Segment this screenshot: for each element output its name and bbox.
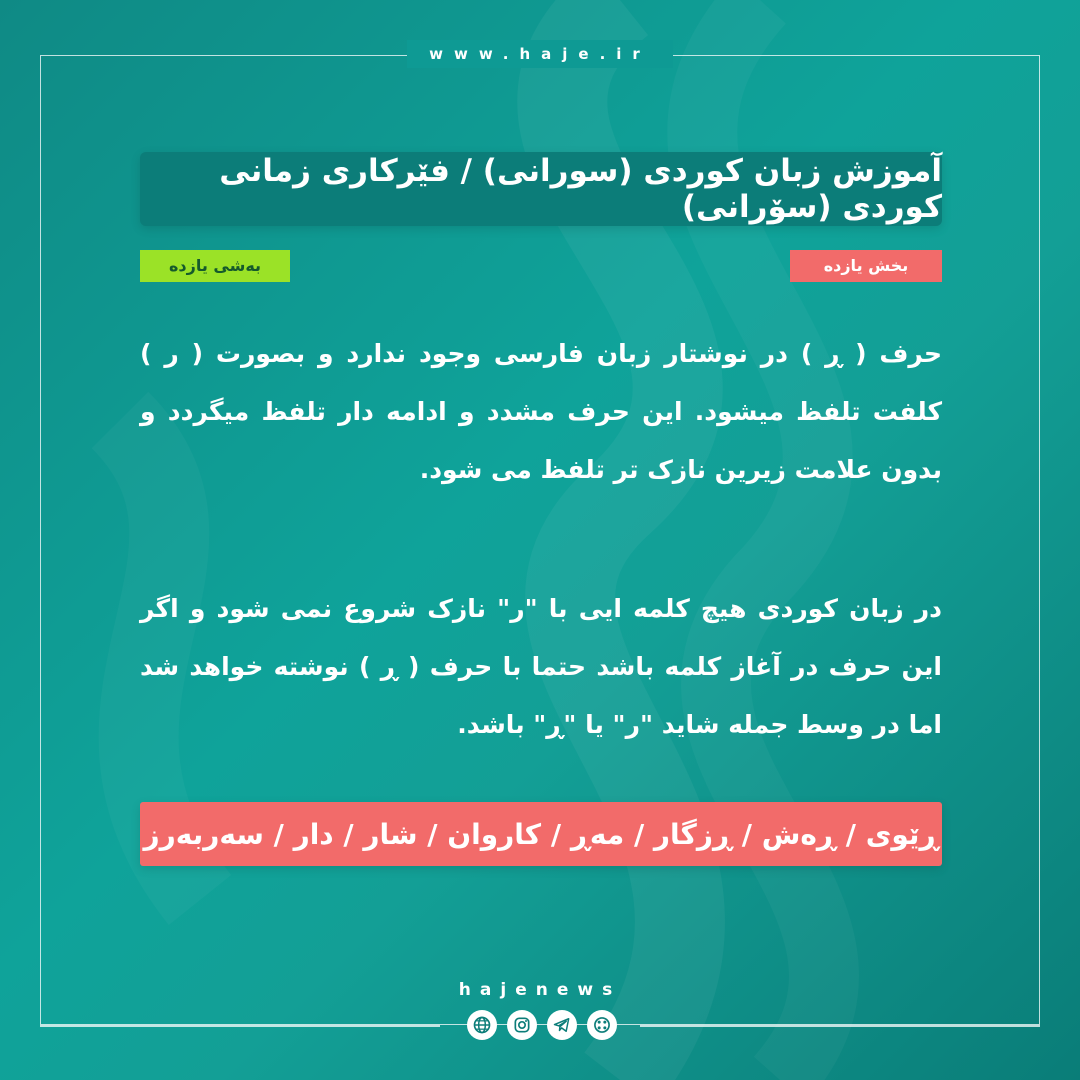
- aparat-icon[interactable]: [587, 1010, 617, 1040]
- telegram-icon[interactable]: [547, 1010, 577, 1040]
- paragraph-1: حرف ( ڕ ) در نوشتار زبان فارسی وجود ندارد و بصورت ( ر ) کلفت تلفظ میشود. این حرف مشدد و ادامه دار تلفظ میگردد و بدون علامت زیرین نازک تر تلفظ می شود.: [140, 339, 942, 484]
- page-title: آموزش زبان کوردی (سورانی) / فێرکاری زمانی کوردی (سۆرانی): [219, 153, 942, 225]
- paragraph-2: در زبان کوردی هیچ کلمه ایی با "ر" نازک شروع نمی شود و اگر این حرف در آغاز کلمه باشد حتما با حرف ( ڕ ) نوشته خواهد شد اما در وسط جمله شاید "ر" یا "ڕ" باشد.: [140, 594, 942, 739]
- website-url[interactable]: www.haje.ir: [407, 40, 673, 68]
- title-box: [140, 152, 942, 226]
- website-header: [0, 40, 1080, 68]
- section-badge-persian: بخش یازده: [790, 250, 942, 282]
- example-words: ڕێوی / ڕەش / ڕزگار / مەڕ / کاروان / شار / دار / سەربەرز: [143, 817, 939, 851]
- section-badge-kurdish: بەشی یازدە: [140, 250, 290, 282]
- social-icons: [467, 1010, 617, 1040]
- footer-divider-right: [640, 1025, 1040, 1027]
- examples-box: [140, 802, 942, 866]
- globe-icon[interactable]: [467, 1010, 497, 1040]
- footer-divider-left: [40, 1025, 440, 1027]
- instagram-icon[interactable]: [507, 1010, 537, 1040]
- brand-name: hajenews: [458, 980, 622, 1000]
